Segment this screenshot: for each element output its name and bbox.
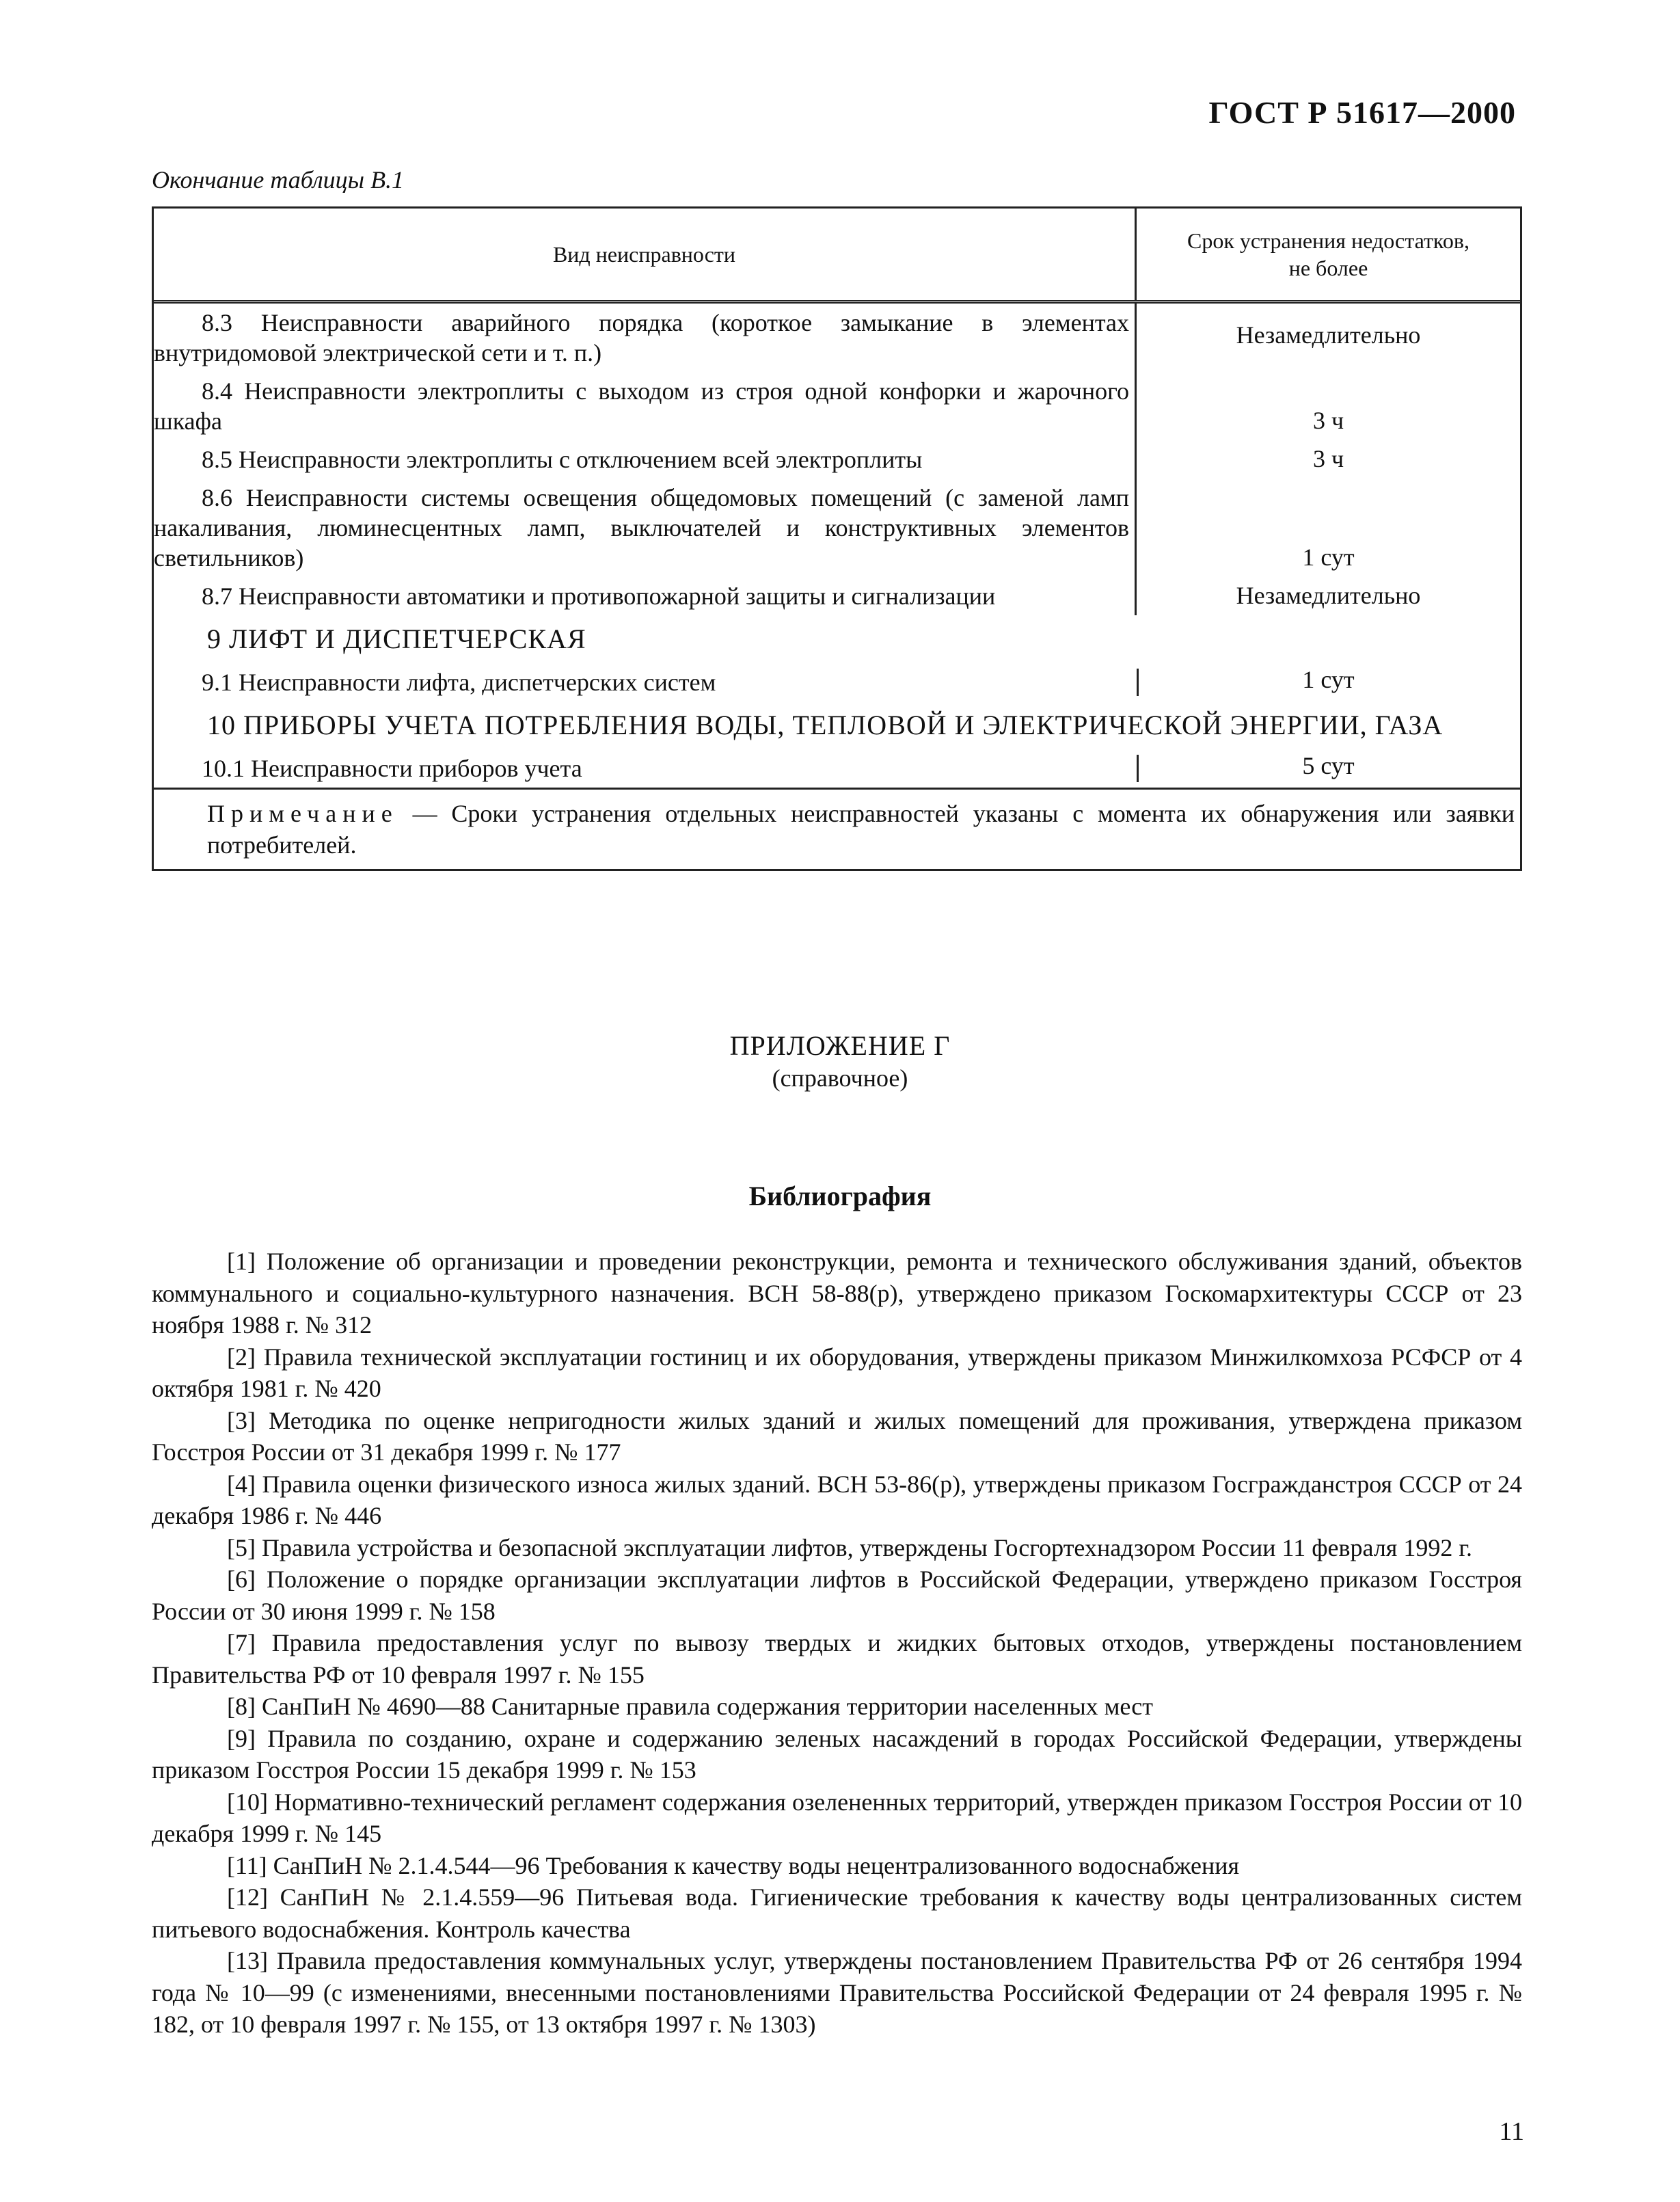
note-label: Примечание <box>207 800 398 827</box>
bibliography-item: [4] Правила оценки физического износа жилых зданий. ВСН 53-86(р), утверждены приказом Госгражданстроя СССР от 24 декабря 1986 г. № 446 <box>152 1470 1522 1529</box>
appendix-title: ПРИЛОЖЕНИЕ Г <box>729 1030 951 1061</box>
bibliography-title: Библиография <box>748 1181 932 1211</box>
standard-code: ГОСТ Р 51617—2000 <box>1208 95 1516 130</box>
fault-text: 8.4 Неисправности электроплиты с выходом из строя одной конфорки и жарочного шкафа <box>154 377 1129 435</box>
bibliography-item: [2] Правила технической эксплуатации гостиниц и их оборудования, утверждены приказом Минжилкомхоза РСФСР от 4 октября 1981 г. № 420 <box>152 1343 1522 1402</box>
fault-text: 9.1 Неисправности лифта, диспетчерских систем <box>202 669 716 696</box>
table-row <box>154 577 1520 615</box>
fault-term: 1 сут <box>1137 663 1520 701</box>
note-text: — Сроки устранения отдельных неисправностей указаны с момента их обнаружения или заявки потребителей. <box>207 800 1515 859</box>
fault-description <box>154 663 1137 701</box>
fault-term: 3 ч <box>1312 445 1344 472</box>
table-caption: Окончание таблицы В.1 <box>152 166 405 193</box>
bibliography-item: [7] Правила предоставления услуг по вывозу твердых и жидких бытовых отходов, утверждены постановлением Правительства РФ от 10 февраля 1997 г. № 155 <box>152 1629 1522 1689</box>
bibliography-item: [5] Правила устройства и безопасной эксплуатации лифтов, утверждены Госгортехнадзором России 11 февраля 1992 г. <box>227 1533 1473 1561</box>
table-row <box>154 479 1520 577</box>
fault-text: 8.6 Неисправности системы освещения общедомовых помещений (с заменой ламп накаливания, люминесцентных ламп, выключателей и конструктивных элементов светильников) <box>154 484 1129 572</box>
fault-description <box>154 749 1137 788</box>
bibliography-item: [11] СанПиН № 2.1.4.544—96 Требования к качеству воды нецентрализованного водоснабжения <box>227 1851 1240 1879</box>
bibliography-item: [1] Положение об организации и проведении реконструкции, ремонта и технического обслуживания зданий, объектов коммунального и социально-культурного назначения. ВСН 58-88(р), утверждено приказом Госкомархитектуры СССР от 23 ноября 1988 г. № 312 <box>152 1248 1522 1339</box>
fault-text: 10.1 Неисправности приборов учета <box>202 755 582 782</box>
column-header-term-line2: не более <box>1288 256 1368 280</box>
table-row <box>154 663 1520 701</box>
fault-description <box>154 440 1137 479</box>
fault-description <box>154 372 1137 440</box>
bibliography-item: [3] Методика по оценке непригодности жилых зданий и жилых помещений для проживания, утверждена приказом Госстроя России от 31 декабря 1999 г. № 177 <box>152 1406 1522 1466</box>
fault-text: 8.7 Неисправности автоматики и противопожарной защиты и сигнализации <box>202 582 996 610</box>
table-header <box>154 209 1520 304</box>
bibliography-list <box>152 1246 1522 2041</box>
table-row <box>154 304 1520 372</box>
bibliography-item: [6] Положение о порядке организации эксплуатации лифтов в Российской Федерации, утверждено приказом Госстроя России от 30 июня 1999 г. № 158 <box>152 1566 1522 1625</box>
bibliography-item: [8] СанПиН № 4690—88 Санитарные правила содержания территории населенных мест <box>227 1693 1154 1720</box>
fault-term: Незамедлительно <box>1236 582 1421 609</box>
section-heading-9: 9 ЛИФТ И ДИСПЕТЧЕРСКАЯ <box>207 623 586 654</box>
fault-term: Незамедлительно <box>1236 321 1421 349</box>
fault-description <box>154 577 1137 615</box>
fault-text: 8.3 Неисправности аварийного порядка (короткое замыкание в элементах внутридомовой электрической сети и т. п.) <box>154 309 1129 366</box>
bibliography-item: [10] Нормативно-технический регламент содержания озелененных территорий, утвержден приказом Госстроя России от 10 декабря 1999 г. № 145 <box>152 1788 1522 1847</box>
bibliography-item: [9] Правила по созданию, охране и содержанию зеленых насаждений в городах Российской Федерации, утверждены приказом Госстроя России 15 декабря 1999 г. № 153 <box>152 1724 1522 1784</box>
faults-table <box>152 206 1522 871</box>
column-header-fault: Вид неисправности <box>154 209 1137 300</box>
fault-term: 1 сут <box>1302 543 1355 571</box>
fault-description <box>154 304 1137 372</box>
table-row <box>154 749 1520 788</box>
bibliography-item: [13] Правила предоставления коммунальных услуг, утверждены постановлением Правительства РФ от 26 сентября 1994 года № 10—99 (с изменениями, внесенными постановлениями Правительства Российской Федерации от 24 февраля 1995 г. № 182, от 10 февраля 1997 г. № 155, от 13 октября 1997 г. № 1303) <box>152 1947 1522 2038</box>
fault-term: 3 ч <box>1312 407 1344 434</box>
table-note <box>154 788 1520 869</box>
table-row <box>154 440 1520 479</box>
column-header-term <box>1137 209 1520 300</box>
fault-description <box>154 479 1137 577</box>
fault-text: 8.5 Неисправности электроплиты с отключением всей электроплиты <box>202 446 923 473</box>
page-number: 11 <box>1499 2117 1524 2146</box>
table-row <box>154 372 1520 440</box>
bibliography-item: [12] СанПиН № 2.1.4.559—96 Питьевая вода. Гигиенические требования к качеству воды централизованных систем питьевого водоснабжения. Контроль качества <box>152 1883 1522 1943</box>
appendix-subtitle: (справочное) <box>772 1064 908 1092</box>
fault-term: 5 сут <box>1137 749 1520 788</box>
section-heading-10: 10 ПРИБОРЫ УЧЕТА ПОТРЕБЛЕНИЯ ВОДЫ, ТЕПЛОВОЙ И ЭЛЕКТРИЧЕСКОЙ ЭНЕРГИИ, ГАЗА <box>207 710 1444 740</box>
column-header-term-line1: Срок устранения недостатков, <box>1187 228 1469 253</box>
